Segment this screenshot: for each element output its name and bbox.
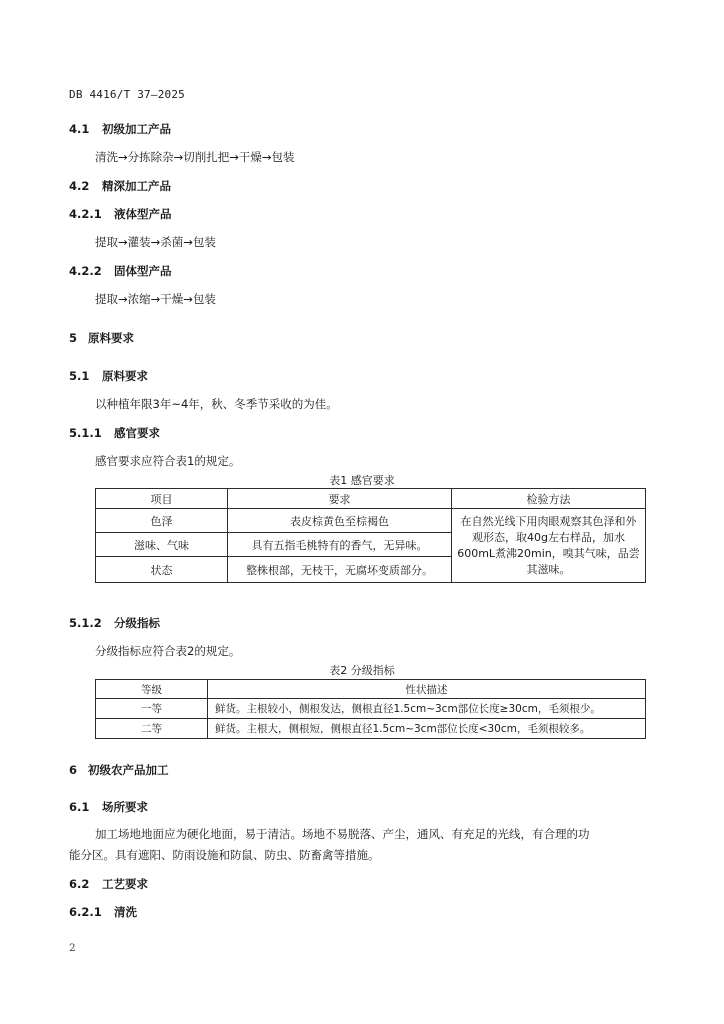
section-number: 6.1 (69, 800, 90, 814)
section-title: 初级加工产品 (102, 122, 171, 136)
section-5-1-1-heading (69, 425, 160, 441)
section-6-2-1-heading (69, 904, 137, 920)
section-number: 5.1.2 (69, 616, 102, 630)
table2-caption: 表2 分级指标 (329, 664, 395, 677)
table1-requirement-cell: 整株根部，无枝干，无腐坏变质部分。 (228, 557, 452, 583)
table2-description-cell: 鲜货。主根大，侧根短，侧根直径1.5cm~3cm部位长度<30cm，毛须根较多。 (208, 719, 646, 739)
section-title: 清洗 (114, 905, 137, 919)
table1-header-item: 项目 (96, 489, 228, 509)
section-number: 4.2.2 (69, 264, 102, 278)
table1-method-cell: 在自然光线下用肉眼观察其色泽和外观形态，取40g左右样品，加水600mL煮沸20min，嗅其气味，品尝其滋味。 (452, 509, 646, 583)
table2-grade-cell: 一等 (96, 699, 208, 719)
section-title: 场所要求 (102, 800, 148, 814)
section-6-heading (69, 762, 169, 778)
table1-item-cell: 状态 (96, 557, 228, 583)
section-5-1-body: 以种植年限3年~4年，秋、冬季节采收的为佳。 (95, 397, 338, 411)
section-title: 工艺要求 (102, 877, 148, 891)
section-title: 感官要求 (114, 426, 160, 440)
section-number: 4.2 (69, 179, 90, 193)
table1-item-cell: 滋味、气味 (96, 533, 228, 557)
section-number: 6.2 (69, 877, 90, 891)
section-number: 6.2.1 (69, 905, 102, 919)
section-title: 原料要求 (88, 331, 134, 345)
section-title: 精深加工产品 (102, 179, 171, 193)
section-4-2-1-heading (69, 206, 172, 222)
table-row (96, 719, 646, 739)
table2-grading-indicators (95, 679, 646, 739)
section-4-1-heading (69, 121, 171, 137)
table2-header-description: 性状描述 (208, 680, 646, 699)
section-4-2-1-body: 提取→灌装→杀菌→包装 (95, 235, 216, 249)
section-4-2-2-heading (69, 263, 172, 279)
section-5-1-2-body: 分级指标应符合表2的规定。 (95, 644, 241, 658)
section-4-2-2-body: 提取→浓缩→干燥→包装 (95, 292, 216, 306)
section-title: 初级农产品加工 (88, 763, 169, 777)
table2-description-cell: 鲜货。主根较小，侧根发达，侧根直径1.5cm~3cm部位长度≥30cm，毛须根少。 (208, 699, 646, 719)
section-6-2-heading (69, 876, 148, 892)
section-number: 4.1 (69, 122, 90, 136)
table1-item-cell: 色泽 (96, 509, 228, 533)
table1-sensory-requirements (95, 488, 646, 583)
table1-caption: 表1 感官要求 (329, 474, 395, 487)
table-row (96, 509, 646, 533)
section-number: 6 (69, 763, 78, 777)
section-5-1-heading (69, 368, 148, 384)
section-number: 4.2.1 (69, 207, 102, 221)
section-number: 5 (69, 331, 78, 345)
document-code: DB 4416/T 37—2025 (69, 88, 185, 101)
table1-header-requirement: 要求 (228, 489, 452, 509)
section-6-1-body-line2: 能分区。具有遮阳、防雨设施和防鼠、防虫、防畜禽等措施。 (69, 848, 380, 862)
table2-grade-cell: 二等 (96, 719, 208, 739)
section-6-1-heading (69, 799, 148, 815)
table1-header-method: 检验方法 (452, 489, 646, 509)
section-title: 液体型产品 (114, 207, 172, 221)
section-5-1-2-heading (69, 615, 160, 631)
section-6-1-body-line1: 加工场地地面应为硬化地面，易于清洁。场地不易脱落、产尘，通风、有充足的光线，有合理的功 (95, 827, 590, 841)
section-title: 分级指标 (114, 616, 160, 630)
table2-header-grade: 等级 (96, 680, 208, 699)
table-row (96, 699, 646, 719)
page-number: 2 (69, 942, 76, 954)
section-number: 5.1.1 (69, 426, 102, 440)
table1-requirement-cell: 表皮棕黄色至棕褐色 (228, 509, 452, 533)
section-title: 原料要求 (102, 369, 148, 383)
section-number: 5.1 (69, 369, 90, 383)
section-4-1-body: 清洗→分拣除杂→切削扎把→干燥→包装 (95, 150, 295, 164)
section-5-heading (69, 330, 134, 346)
table1-requirement-cell: 具有五指毛桃特有的香气，无异味。 (228, 533, 452, 557)
section-title: 固体型产品 (114, 264, 172, 278)
section-5-1-1-body: 感官要求应符合表1的规定。 (95, 454, 241, 468)
section-4-2-heading (69, 178, 171, 194)
